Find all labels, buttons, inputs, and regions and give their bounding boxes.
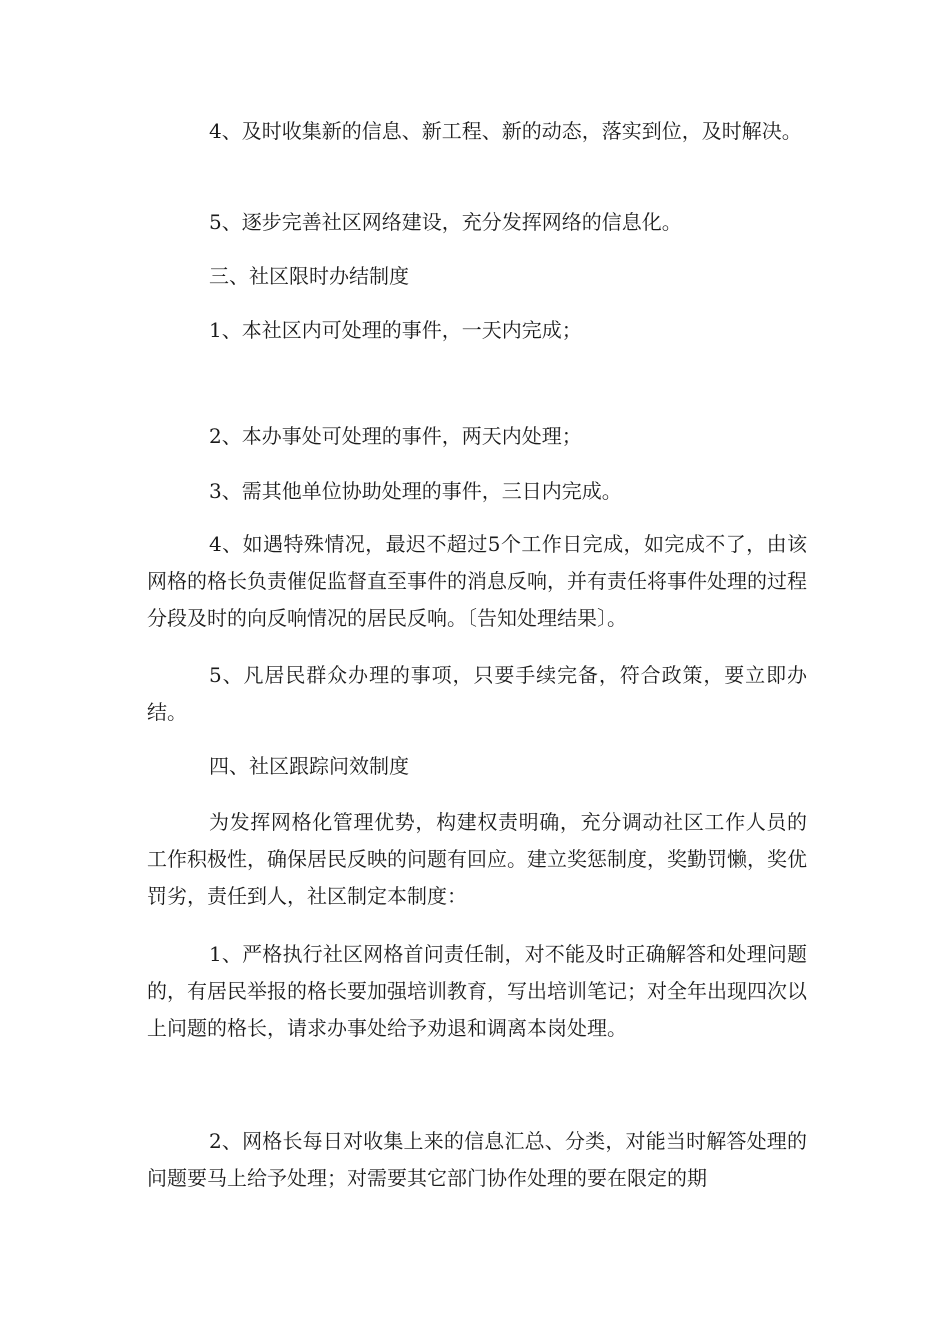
section-heading-4: 四、社区跟踪问效制度 [209,754,409,778]
paragraph-deadline-4: 4、如遇特殊情况，最迟不超过5个工作日完成，如完成不了，由该网格的格长负责催促监督直至事件的消息反响，并有责任将事件处理的过程分段及时的向反响情况的居民反响。〔告知处理结果〕。 [147,532,807,630]
paragraph-deadline-3: 3、需其他单位协助处理的事件，三日内完成。 [209,479,622,503]
paragraph-deadline-1: 1、本社区内可处理的事件，一天内完成； [209,318,582,342]
paragraph-tracking-1: 1、严格执行社区网格首问责任制，对不能及时正确解答和处理问题的，有居民举报的格长要加强培训教育，写出培训笔记；对全年出现四次以上问题的格长，请求办事处给予劝退和调离本岗处理。 [147,942,807,1040]
paragraph-item-5-network-building: 5、逐步完善社区网络建设，充分发挥网络的信息化。 [209,210,682,234]
paragraph-tracking-intro: 为发挥网格化管理优势，构建权责明确，充分调动社区工作人员的工作积极性，确保居民反映的问题有回应。建立奖惩制度，奖勤罚懒，奖优罚劣，责任到人，社区制定本制度： [147,810,807,908]
section-heading-3: 三、社区限时办结制度 [209,264,409,288]
paragraph-deadline-2: 2、本办事处可处理的事件，两天内处理； [209,424,582,448]
paragraph-item-4-info-collection: 4、及时收集新的信息、新工程、新的动态，落实到位，及时解决。 [209,119,802,143]
paragraph-deadline-5: 5、凡居民群众办理的事项，只要手续完备，符合政策，要立即办结。 [147,663,807,724]
paragraph-tracking-2: 2、网格长每日对收集上来的信息汇总、分类，对能当时解答处理的问题要马上给予处理；对需要其它部门协作处理的要在限定的期 [147,1129,807,1190]
